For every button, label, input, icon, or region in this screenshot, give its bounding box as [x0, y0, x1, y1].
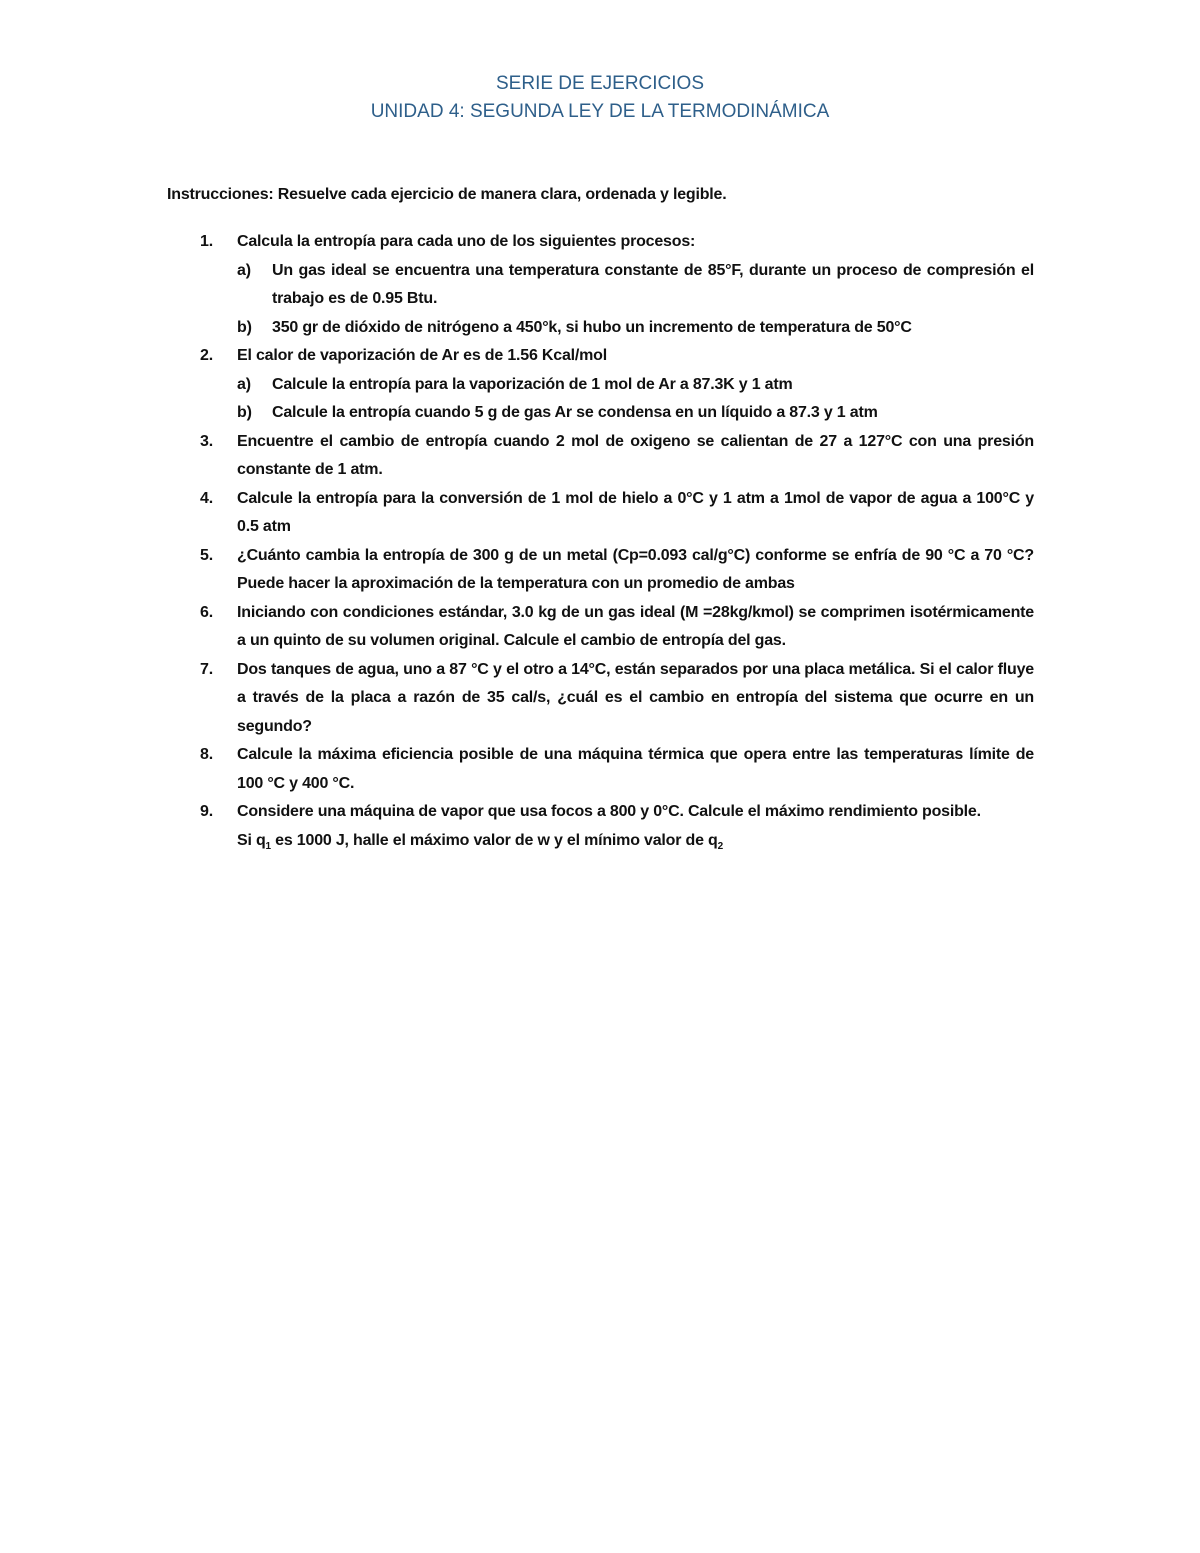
exercise-text: Dos tanques de agua, uno a 87 °C y el otro a 14°C, están separados por una placa metálica. Si el calor fluye a través de la placa a razón de 35 cal/s, ¿cuál es el cambio en entropía del sistema que ocurre en un segundo?: [237, 660, 1034, 735]
exercise-1: [200, 228, 1034, 342]
exercise-text: Calcula la entropía para cada uno de los siguientes procesos:: [237, 233, 696, 250]
sub-list: [237, 257, 1034, 343]
exercise-4: [200, 485, 1034, 542]
q1-subscript: 1: [265, 840, 271, 852]
exercise-text: Encuentre el cambio de entropía cuando 2 mol de oxigeno se calientan de 27 a 127°C con una presión constante de 1 atm.: [237, 432, 1034, 478]
exercise-number: 7.: [200, 660, 213, 678]
sub-list: [237, 371, 1034, 428]
exercise-number: 2.: [200, 347, 213, 364]
sub-text: Un gas ideal se encuentra una temperatura constante de 85°F, durante un proceso de compresión el trabajo es de 0.95 Btu.: [272, 261, 1034, 307]
exercise-number: 1.: [200, 233, 213, 250]
instructions-text: Instrucciones: Resuelve cada ejercicio de manera clara, ordenada y legible.: [167, 186, 727, 203]
unit-title: UNIDAD 4: SEGUNDA LEY DE LA TERMODINÁMICA: [370, 101, 830, 122]
exercise-text: ¿Cuánto cambia la entropía de 300 g de un metal (Cp=0.093 cal/g°C) conforme se enfría de 90 °C a 70 °C? Puede hacer la aproximación de la temperatura con un promedio de ambas: [237, 546, 1034, 592]
exercise-text: Iniciando con condiciones estándar, 3.0 kg de un gas ideal (M =28kg/kmol) se comprimen isotérmicamente a un quinto de su volumen original. Calcule el cambio de entropía del gas.: [237, 603, 1034, 649]
exercise-number: 6.: [200, 603, 213, 621]
exercise-5: [200, 542, 1034, 599]
sub-letter: b): [237, 318, 252, 336]
exercise-number: 8.: [200, 746, 213, 763]
exercise-9: [200, 798, 1034, 855]
sub-text: Calcule la entropía para la vaporización de 1 mol de Ar a 87.3K y 1 atm: [272, 375, 793, 393]
sub-item-a: [237, 371, 1034, 400]
exercise-8: [200, 741, 1034, 798]
sub-item-b: [237, 314, 1034, 343]
sub-item-b: [237, 399, 1034, 428]
exercise-text: Calcule la entropía para la conversión de 1 mol de hielo a 0°C y 1 atm a 1mol de vapor de agua a 100°C y 0.5 atm: [237, 489, 1034, 535]
exercise-6: [200, 599, 1034, 656]
extra-text-part1: Si q: [237, 831, 266, 849]
sub-text: Calcule la entropía cuando 5 g de gas Ar se condensa en un líquido a 87.3 y 1 atm: [272, 404, 878, 421]
document-title: [0, 70, 1200, 126]
exercise-text: El calor de vaporización de Ar es de 1.56 Kcal/mol: [237, 347, 608, 364]
sub-item-a: [237, 257, 1034, 314]
q2-subscript: 2: [717, 840, 723, 852]
sub-letter: a): [237, 375, 251, 393]
exercise-number: 4.: [200, 489, 213, 507]
exercise-2: [200, 342, 1034, 428]
sub-letter: a): [237, 261, 251, 279]
exercise-3: [200, 428, 1034, 485]
exercise-text: Calcule la máxima eficiencia posible de una máquina térmica que opera entre las temperaturas límite de 100 °C y 400 °C.: [237, 746, 1034, 792]
exercise-7: [200, 656, 1034, 742]
exercise-extra-line: [237, 827, 1034, 856]
exercise-list: [200, 228, 1034, 855]
sub-letter: b): [237, 404, 252, 421]
extra-text-part2: es 1000 J, halle el máximo valor de w y el mínimo valor de q: [270, 831, 718, 849]
exercise-text: Considere una máquina de vapor que usa focos a 800 y 0°C. Calcule el máximo rendimiento posible.: [237, 803, 981, 820]
sub-text: 350 gr de dióxido de nitrógeno a 450°k, si hubo un incremento de temperatura de 50°C: [272, 318, 912, 336]
exercise-number: 5.: [200, 546, 213, 564]
series-title: SERIE DE EJERCICIOS: [496, 73, 704, 94]
exercise-number: 9.: [200, 803, 213, 820]
exercise-number: 3.: [200, 432, 213, 450]
